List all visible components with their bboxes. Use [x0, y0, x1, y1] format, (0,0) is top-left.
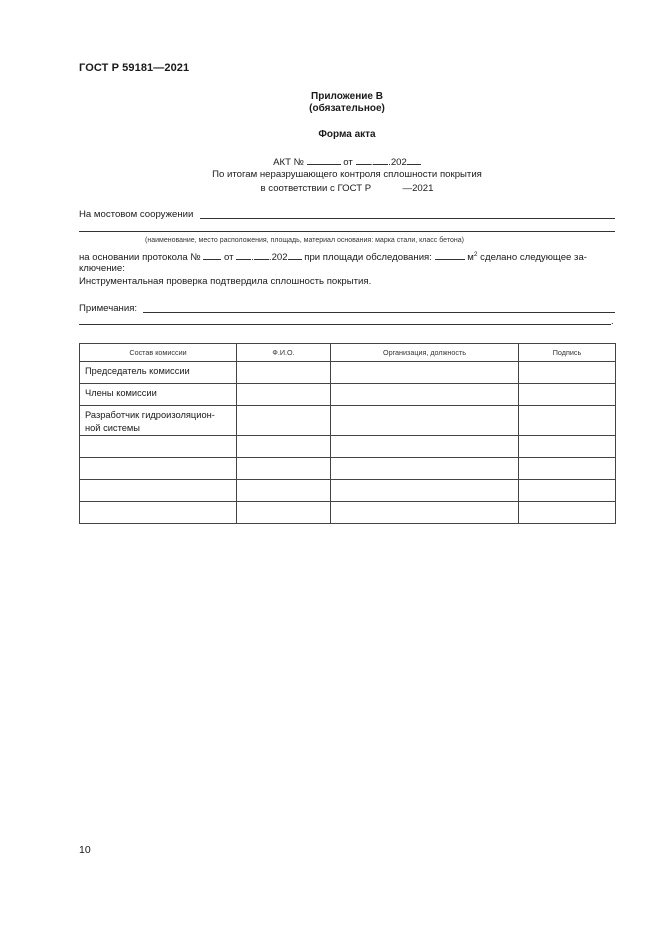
accordance-part-b: —2021	[402, 183, 434, 194]
commission-role-cell: Председатель комиссии	[80, 362, 237, 384]
act-dot-2: .	[388, 157, 391, 168]
organization-cell	[331, 384, 519, 406]
protocol-month-blank	[254, 250, 269, 260]
protocol-line	[79, 250, 619, 263]
table-row	[80, 362, 616, 384]
bridge-hint: (наименование, место расположения, площадь, материал основания: марка стали, класс бетона)	[145, 237, 464, 244]
area-blank	[435, 250, 465, 260]
area-unit-sup: 2	[473, 250, 478, 258]
fio-cell	[237, 406, 331, 436]
commission-role-cell	[80, 436, 237, 458]
commission-role-cell: Разработчик гидроизоляцион- ной системы	[80, 406, 237, 436]
table-row	[80, 436, 616, 458]
header-commission: Состав комиссии	[80, 344, 237, 362]
area-label: при площади обследования:	[304, 252, 432, 263]
protocol-label: на основании протокола №	[79, 252, 201, 263]
protocol-dot: .	[251, 252, 254, 263]
made-text: сделано следующее за-	[480, 252, 587, 263]
commission-role-cell	[80, 458, 237, 480]
protocol-dot-2: .	[268, 252, 272, 263]
conclusion-text: Инструментальная проверка подтвердила сплошность покрытия.	[79, 276, 372, 287]
table-row	[80, 480, 616, 502]
form-title: Форма акта	[318, 129, 376, 140]
table-row	[80, 502, 616, 524]
header-organization: Организация, должность	[331, 344, 519, 362]
protocol-from: от	[224, 252, 234, 263]
act-year-blank	[407, 155, 421, 165]
act-number-line	[79, 155, 615, 168]
signature-cell	[519, 384, 616, 406]
act-number-blank	[307, 155, 341, 165]
fio-cell	[237, 362, 331, 384]
notes-end: .	[611, 316, 614, 327]
notes-line-2	[79, 324, 611, 325]
table-header-row	[80, 344, 616, 362]
organization-cell	[331, 436, 519, 458]
appendix-title: Приложение В	[311, 91, 383, 102]
area-unit: м	[467, 252, 474, 263]
organization-cell	[331, 502, 519, 524]
conclusion-continuation: ключение:	[79, 263, 125, 274]
commission-table	[79, 343, 616, 524]
act-day-blank	[356, 155, 371, 165]
fio-cell	[237, 458, 331, 480]
act-year-prefix: 202	[390, 157, 407, 168]
bridge-line-2	[79, 231, 615, 232]
act-accordance-line	[79, 183, 615, 194]
organization-cell	[331, 480, 519, 502]
header-fio: Ф.И.О.	[237, 344, 331, 362]
fio-cell	[237, 384, 331, 406]
bridge-label: На мостовом сооружении	[79, 209, 194, 220]
commission-role-cell	[80, 502, 237, 524]
signature-cell	[519, 458, 616, 480]
organization-cell	[331, 406, 519, 436]
commission-role-cell: Члены комиссии	[80, 384, 237, 406]
organization-cell	[331, 362, 519, 384]
table-row	[80, 458, 616, 480]
act-dot: .	[370, 157, 374, 168]
header-signature: Подпись	[519, 344, 616, 362]
accordance-part-a: в соответствии с ГОСТ Р	[260, 183, 372, 194]
signature-cell	[519, 362, 616, 384]
table-row	[80, 406, 616, 436]
bridge-line	[200, 218, 615, 219]
protocol-number-blank	[203, 250, 221, 260]
fio-cell	[237, 436, 331, 458]
act-results-line: По итогам неразрушающего контроля сплошности покрытия	[212, 169, 482, 180]
act-no-label: АКТ №	[273, 157, 304, 168]
table-row	[80, 384, 616, 406]
commission-role-cell	[80, 480, 237, 502]
page-number: 10	[79, 844, 91, 856]
protocol-day-blank	[236, 250, 251, 260]
notes-line	[143, 312, 615, 313]
signature-cell	[519, 502, 616, 524]
standard-header: ГОСТ Р 59181—2021	[79, 62, 190, 74]
fio-cell	[237, 480, 331, 502]
protocol-year: 202	[271, 252, 288, 263]
act-from-label: от	[343, 157, 353, 168]
signature-cell	[519, 406, 616, 436]
notes-label: Примечания:	[79, 303, 138, 314]
protocol-year-blank	[288, 250, 302, 260]
appendix-status: (обязательное)	[309, 103, 385, 114]
signature-cell	[519, 480, 616, 502]
act-month-blank	[373, 155, 388, 165]
signature-cell	[519, 436, 616, 458]
fio-cell	[237, 502, 331, 524]
organization-cell	[331, 458, 519, 480]
